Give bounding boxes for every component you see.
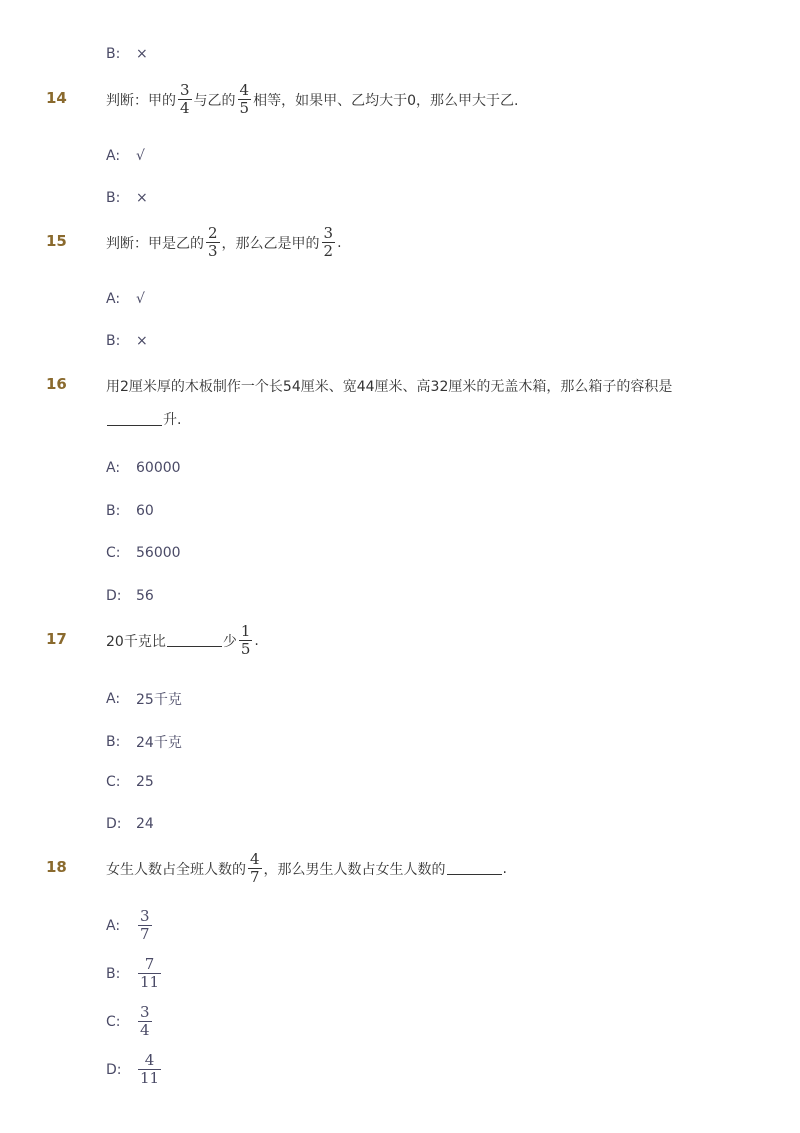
question-number-18: 18 [46, 858, 67, 876]
stem-text: ，那么男生人数占女生人数的 [263, 861, 446, 878]
q16-option-b[interactable] [106, 503, 154, 519]
q15-option-b[interactable] [106, 333, 148, 349]
question-14-stem [106, 82, 518, 117]
option-label: B: [106, 503, 121, 519]
option-label: A: [106, 148, 121, 164]
stem-text: . [254, 632, 259, 649]
fraction: $\frac{3}{7}$ [140, 907, 150, 943]
q18-option-a[interactable] [106, 908, 154, 943]
q17-option-d[interactable] [106, 816, 154, 832]
stem-text: 20千克比 [106, 633, 166, 650]
question-number-14: 14 [46, 89, 67, 107]
stem-text: 用2厘米厚的木板制作一个长54厘米、宽44厘米、高32厘米的无盖木箱，那么箱子的容积是 [106, 379, 673, 395]
stem-text: . [502, 860, 507, 877]
stem-text: ，那么乙是甲的 [221, 235, 320, 252]
question-number-16: 16 [46, 375, 67, 393]
option-label: A: [106, 917, 121, 934]
question-17-stem [106, 623, 259, 658]
question-18-stem [106, 851, 507, 886]
stem-text: 判断：甲是乙的 [106, 235, 204, 252]
answer-blank [167, 634, 222, 647]
question-number-17: 17 [46, 630, 67, 648]
option-label: B: [106, 734, 121, 750]
option-label: C: [106, 774, 121, 790]
question-number-15: 15 [46, 232, 67, 250]
option-text: 25 [136, 774, 154, 790]
fraction: $\frac{3}{2}$ [323, 224, 334, 260]
option-label: A: [106, 460, 121, 476]
fraction: $\frac{3}{4}$ [180, 81, 190, 117]
stem-text: 判断：甲的 [106, 92, 176, 109]
option-text: 25千克 [136, 692, 182, 708]
q14-option-b[interactable] [106, 190, 148, 206]
q17-option-c[interactable] [106, 774, 154, 790]
fraction: $\frac{4}{7}$ [250, 850, 260, 886]
q16-option-a[interactable] [106, 460, 181, 476]
stem-text: 女生人数占全班人数的 [106, 861, 246, 878]
option-label: B: [106, 965, 121, 982]
option-label: C: [106, 545, 121, 561]
option-text: 56000 [136, 545, 181, 561]
q17-option-b[interactable] [106, 732, 182, 752]
option-text: 24千克 [136, 735, 182, 751]
stem-text: 与乙的 [193, 92, 236, 109]
option-text: √ [136, 291, 145, 307]
answer-blank [447, 862, 502, 875]
stem-text: 相等，如果甲、乙均大于0，那么甲大于乙. [253, 92, 519, 109]
fraction: $\frac{4}{5}$ [239, 81, 250, 117]
q16-option-d[interactable] [106, 588, 154, 604]
stem-text: . [337, 234, 342, 251]
fraction: $\frac{2}{3}$ [208, 224, 218, 260]
option-label: A: [106, 691, 121, 707]
q14-option-a[interactable] [106, 148, 145, 164]
stem-text: 少 [222, 633, 237, 650]
q13-option-b[interactable] [106, 46, 148, 62]
option-label: B: [106, 46, 121, 62]
option-label: C: [106, 1013, 121, 1030]
option-text: × [136, 190, 148, 206]
fraction: $\frac{4}{11}$ [140, 1051, 160, 1087]
stem-text: 升. [163, 412, 182, 428]
option-text: 60 [136, 503, 154, 519]
option-text: √ [136, 148, 145, 164]
option-label: B: [106, 333, 121, 349]
question-16-stem [106, 376, 672, 396]
fraction: $\frac{7}{11}$ [140, 955, 160, 991]
option-text: × [136, 46, 148, 62]
q18-option-d[interactable] [106, 1052, 163, 1087]
q15-option-a[interactable] [106, 291, 145, 307]
q16-option-c[interactable] [106, 545, 181, 561]
q18-option-b[interactable] [106, 956, 163, 991]
option-label: D: [106, 816, 122, 832]
answer-blank [107, 413, 162, 426]
option-text: × [136, 333, 148, 349]
option-label: A: [106, 291, 121, 307]
question-16-stem-cont [106, 409, 181, 429]
option-text: 60000 [136, 460, 181, 476]
q18-option-c[interactable] [106, 1004, 154, 1039]
option-text: 24 [136, 816, 154, 832]
fraction: $\frac{3}{4}$ [140, 1003, 150, 1039]
option-text: 56 [136, 588, 154, 604]
option-label: B: [106, 190, 121, 206]
question-15-stem [106, 225, 342, 260]
q17-option-a[interactable] [106, 689, 182, 709]
option-label: D: [106, 1061, 122, 1078]
option-label: D: [106, 588, 122, 604]
fraction: $\frac{1}{5}$ [240, 622, 251, 658]
